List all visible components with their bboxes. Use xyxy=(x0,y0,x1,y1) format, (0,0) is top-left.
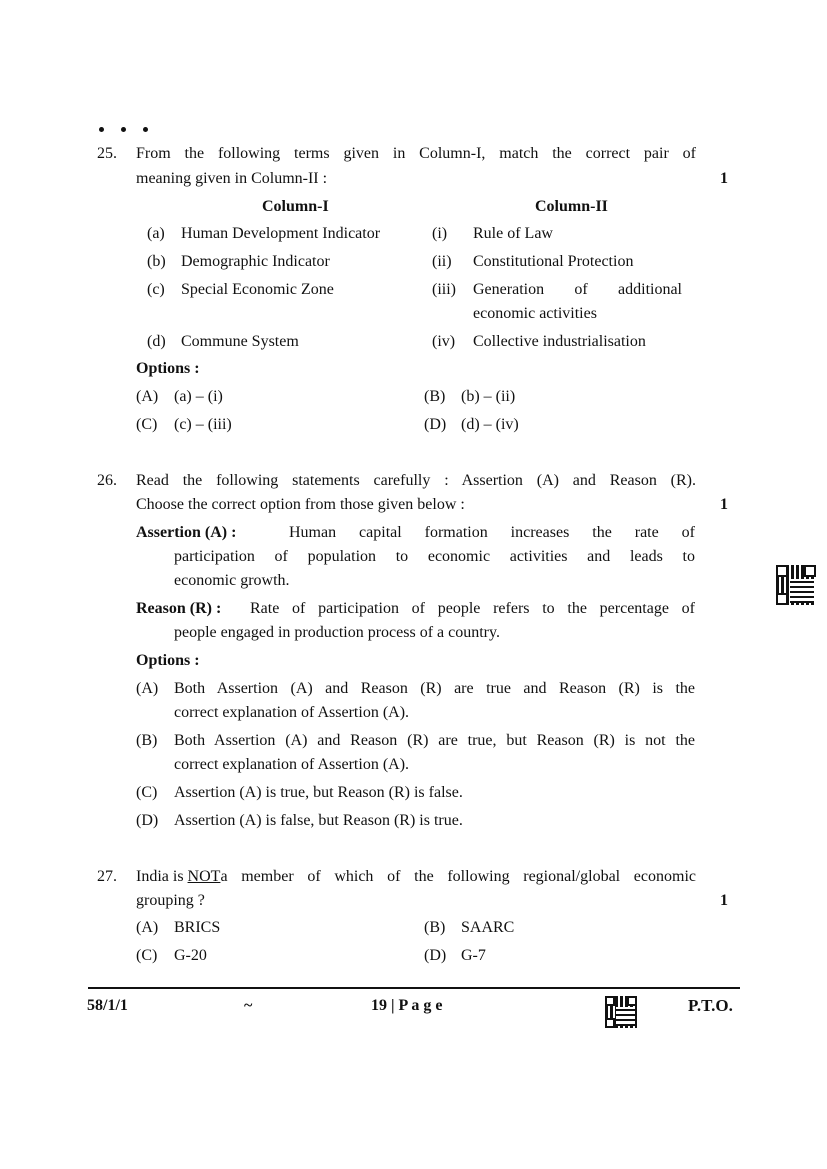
option-text: Both Assertion (A) and Reason (R) are true and Reason (R) is the xyxy=(174,680,695,697)
qr-code xyxy=(776,565,816,605)
reason-text: people engaged in production process of a country. xyxy=(174,624,500,641)
option-key: (C) xyxy=(136,416,158,433)
meaning: Rule of Law xyxy=(473,225,553,242)
question-number: 26. xyxy=(97,472,117,489)
option-text: (b) – (ii) xyxy=(461,388,516,405)
option-text: (c) – (iii) xyxy=(174,416,232,433)
qr-code xyxy=(605,996,637,1028)
meaning: Collective industrialisation xyxy=(473,333,646,350)
bullet-dot xyxy=(143,127,148,132)
assertion-label: Assertion (A) : xyxy=(136,524,237,541)
row-label: (d) xyxy=(147,333,166,350)
paper-code: 58/1/1 xyxy=(87,997,128,1014)
text: a member of which of the following regional/global economic xyxy=(220,868,696,885)
row-label: (b) xyxy=(147,253,166,270)
option-key: (B) xyxy=(424,388,446,405)
meaning: Constitutional Protection xyxy=(473,253,634,270)
row-label: (ii) xyxy=(432,253,452,270)
assertion-text: economic growth. xyxy=(174,572,290,589)
option-key: (D) xyxy=(424,416,447,433)
question-text: Read the following statements carefully : Assertion (A) and Reason (R). xyxy=(136,472,696,489)
row-label: (a) xyxy=(147,225,165,242)
question-text: meaning given in Column-II : xyxy=(136,170,328,187)
option-text: correct explanation of Assertion (A). xyxy=(174,756,410,773)
question-text: From the following terms given in Column-I, match the correct pair of xyxy=(136,145,696,162)
footer-rule xyxy=(88,987,740,989)
option-key: (B) xyxy=(424,919,446,936)
option-key: (B) xyxy=(136,732,158,749)
tilde: ~ xyxy=(244,997,253,1014)
option-key: (A) xyxy=(136,388,159,405)
column-header: Column-I xyxy=(262,198,329,215)
pto: P.T.O. xyxy=(688,996,733,1015)
assertion-text: participation of population to economic activities and leads to xyxy=(174,548,695,565)
term: Human Development Indicator xyxy=(181,225,381,242)
marks: 1 xyxy=(720,892,728,909)
option-key: (C) xyxy=(136,947,158,964)
marks: 1 xyxy=(720,170,728,187)
option-text: BRICS xyxy=(174,919,221,936)
question-text: grouping ? xyxy=(136,892,205,909)
options-label: Options : xyxy=(136,360,200,377)
term: Commune System xyxy=(181,333,299,350)
options-label: Options : xyxy=(136,652,200,669)
option-key: (D) xyxy=(424,947,447,964)
page-number: 19 | P a g e xyxy=(371,997,443,1014)
term: Special Economic Zone xyxy=(181,281,334,298)
option-text: Assertion (A) is true, but Reason (R) is false. xyxy=(174,784,463,801)
option-text: G-20 xyxy=(174,947,207,964)
option-text: Both Assertion (A) and Reason (R) are true, but Reason (R) is not the xyxy=(174,732,695,749)
question-text xyxy=(136,867,696,887)
question-text: Choose the correct option from those given below : xyxy=(136,496,465,513)
text: India is xyxy=(136,868,188,885)
meaning: Generation of additional xyxy=(473,281,682,298)
option-text: G-7 xyxy=(461,947,486,964)
question-number: 25. xyxy=(97,145,117,162)
row-label: (c) xyxy=(147,281,165,298)
term: Demographic Indicator xyxy=(181,253,330,270)
option-key: (C) xyxy=(136,784,158,801)
option-key: (D) xyxy=(136,812,159,829)
option-text: SAARC xyxy=(461,919,515,936)
reason-label: Reason (R) : xyxy=(136,600,222,617)
option-key: (A) xyxy=(136,919,159,936)
option-text: (a) – (i) xyxy=(174,388,223,405)
bullet-dot xyxy=(99,127,104,132)
meaning: economic activities xyxy=(473,305,597,322)
column-header: Column-II xyxy=(535,198,608,215)
row-label: (iii) xyxy=(432,281,456,298)
row-label: (iv) xyxy=(432,333,456,350)
bullet-dot xyxy=(121,127,126,132)
marks: 1 xyxy=(720,496,728,513)
assertion-text: Human capital formation increases the rate of xyxy=(289,524,695,541)
option-text: Assertion (A) is false, but Reason (R) is true. xyxy=(174,812,463,829)
option-text: correct explanation of Assertion (A). xyxy=(174,704,410,721)
option-key: (A) xyxy=(136,680,159,697)
emphasis-not: NOT xyxy=(187,868,221,885)
question-number: 27. xyxy=(97,868,117,885)
reason-text: Rate of participation of people refers to the percentage of xyxy=(250,600,695,617)
row-label: (i) xyxy=(432,225,448,242)
option-text: (d) – (iv) xyxy=(461,416,519,433)
